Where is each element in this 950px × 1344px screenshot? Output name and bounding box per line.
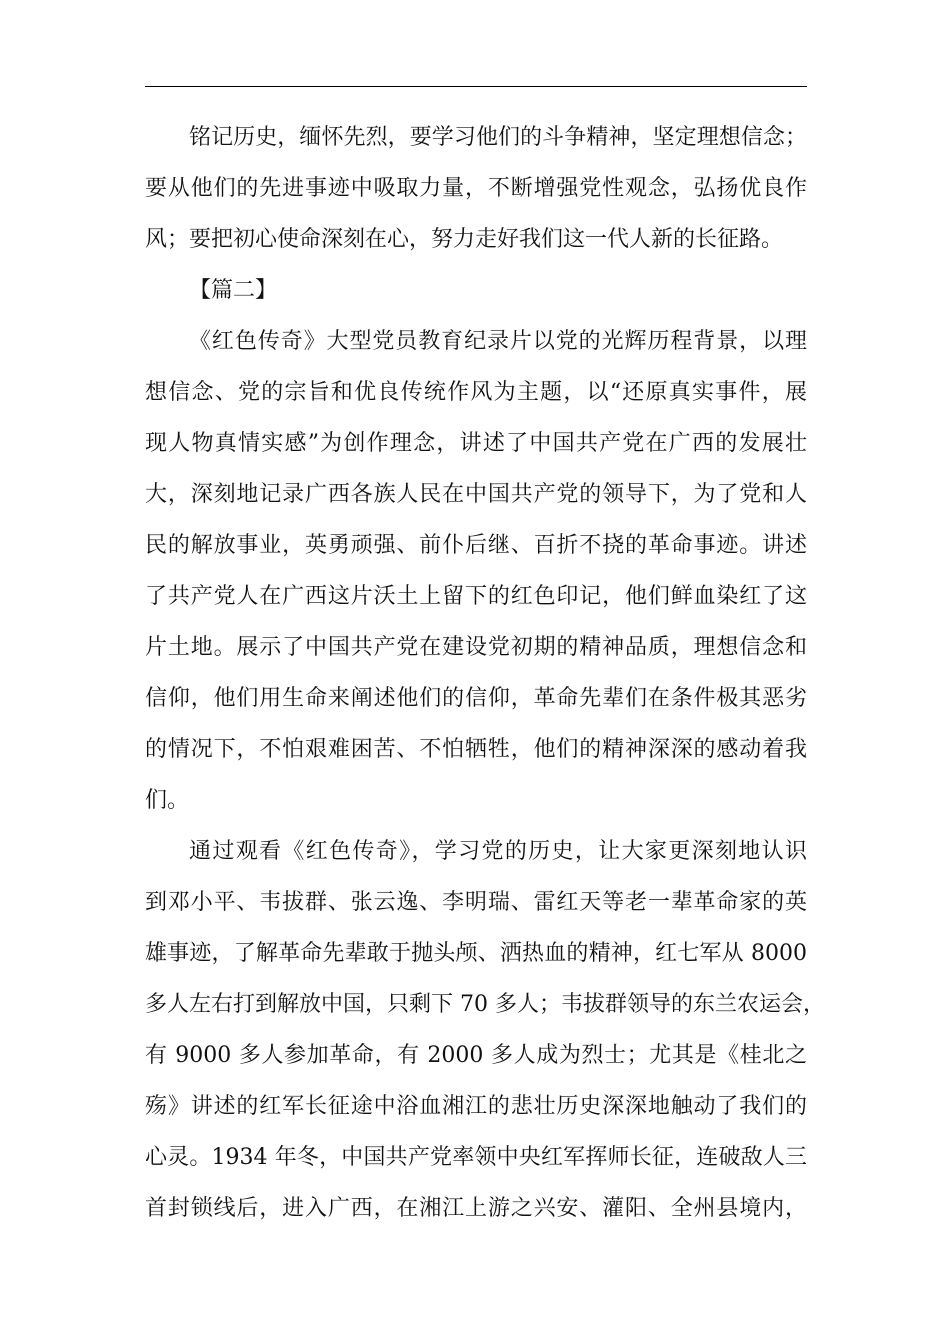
- paragraph-3-line-2: 到邓小平、韦拔群、张云逸、李明瑞、雷红天等老一辈革命家的英: [145, 890, 807, 915]
- paragraph-3-line-1: 通过观看《红色传奇》，学习党的历史，让大家更深刻地认识: [189, 839, 807, 864]
- paragraph-2-line-10: 们。: [145, 788, 190, 813]
- paragraph-3-line-8: 首封锁线后，进入广西，在湘江上游之兴安、灌阳、全州县境内，: [145, 1196, 807, 1221]
- paragraph-2-line-6: 了共产党人在广西这片沃土上留下的红色印记，他们鲜血染红了这: [145, 584, 807, 609]
- paragraph-1-line-1: 铭记历史，缅怀先烈，要学习他们的斗争精神，坚定理想信念；: [189, 125, 807, 150]
- document-body: [145, 112, 825, 1234]
- paragraph-1-line-3: 风；要把初心使命深刻在心，努力走好我们这一代人新的长征路。: [145, 227, 784, 252]
- section-heading: 【篇二】: [189, 278, 278, 303]
- header-rule: [145, 86, 807, 87]
- paragraph-2-line-9: 的情况下，不怕艰难困苦、不怕牺牲，他们的精神深深的感动着我: [145, 737, 807, 762]
- paragraph-3-line-4: 多人左右打到解放中国，只剩下 70 多人；韦拔群领导的东兰农运会，: [145, 992, 825, 1017]
- paragraph-2-line-3: 现人物真情实感”为创作理念，讲述了中国共产党在广西的发展壮: [145, 431, 807, 456]
- paragraph-2-line-4: 大，深刻地记录广西各族人民在中国共产党的领导下，为了党和人: [145, 482, 807, 507]
- paragraph-2-line-5: 民的解放事业，英勇顽强、前仆后继、百折不挠的革命事迹。讲述: [145, 533, 807, 558]
- paragraph-1-line-2: 要从他们的先进事迹中吸取力量，不断增强党性观念，弘扬优良作: [145, 176, 807, 201]
- paragraph-2-line-2: 想信念、党的宗旨和优良传统作风为主题，以“还原真实事件，展: [145, 380, 807, 405]
- paragraph-3-line-3: 雄事迹，了解革命先辈敢于抛头颅、洒热血的精神，红七军从 8000: [145, 941, 807, 966]
- paragraph-2-line-7: 片土地。展示了中国共产党在建设党初期的精神品质，理想信念和: [145, 635, 807, 660]
- paragraph-3-line-5: 有 9000 多人参加革命，有 2000 多人成为烈士；尤其是《桂北之: [145, 1043, 807, 1068]
- paragraph-3-line-7: 心灵。1934 年冬，中国共产党率领中央红军挥师长征，连破敌人三: [145, 1145, 807, 1170]
- paragraph-2-line-8: 信仰，他们用生命来阐述他们的信仰，革命先辈们在条件极其恶劣: [145, 686, 807, 711]
- paragraph-3-line-6: 殇》讲述的红军长征途中浴血湘江的悲壮历史深深地触动了我们的: [145, 1094, 807, 1119]
- paragraph-2-line-1: 《红色传奇》大型党员教育纪录片以党的光辉历程背景，以理: [189, 329, 807, 354]
